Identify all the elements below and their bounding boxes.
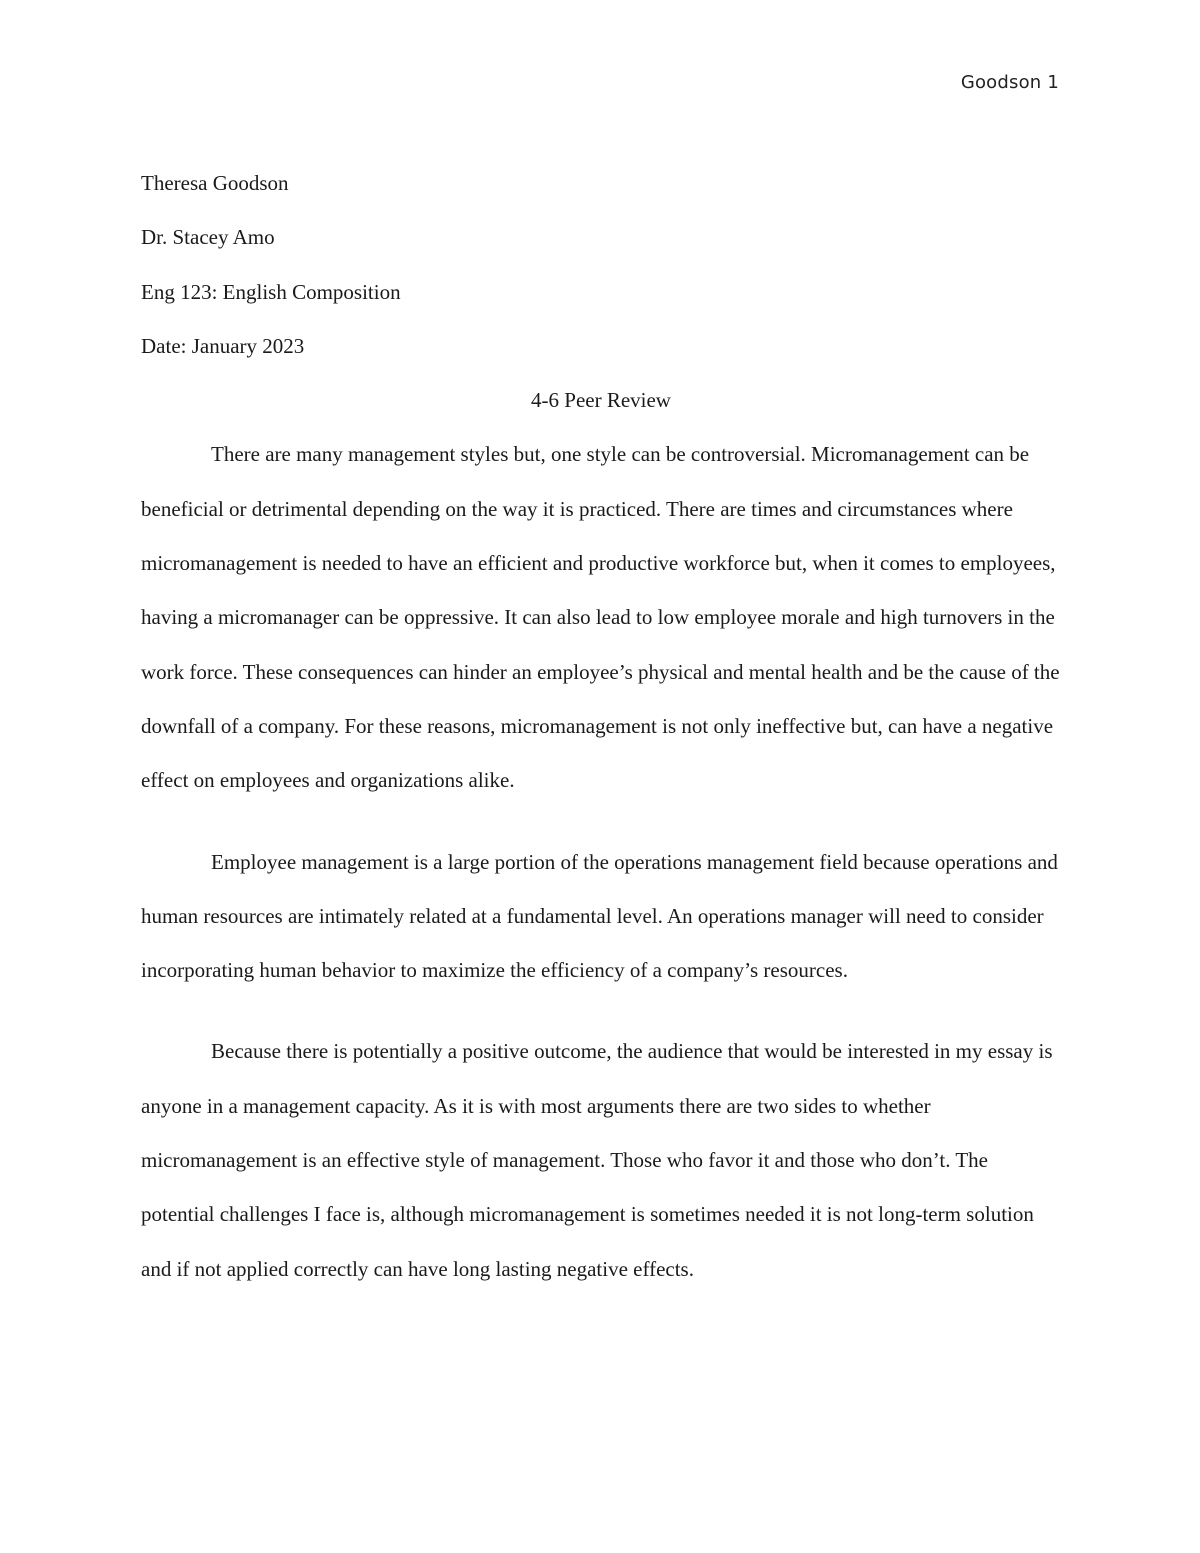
essay-body: [141, 156, 1061, 1296]
instructor-name: Dr. Stacey Amo: [141, 225, 275, 250]
running-head: Goodson 1: [960, 72, 1059, 93]
paragraph-spacer: [141, 997, 1061, 1024]
paragraph-intro: There are many management styles but, one style can be controversial. Micromanagement can be beneficial or detrimental depending on the way it is practiced. There are times and circumstances where micromanagement is needed to have an efficient and productive workforce but, when it comes to employees, having a micromanager can be oppressive. It can also lead to low employee morale and high turnovers in the work force. These consequences can hinder an employee’s physical and mental health and be the cause of the downfall of a company. For these reasons, micromanagement is not only ineffective but, can have a negative effect on employees and organizations alike.: [141, 442, 1060, 793]
paragraph-employee-management: Employee management is a large portion of the operations management field because operations and human resources are intimately related at a fundamental level. An operations manager will need to consider incorporating human behavior to maximize the efficiency of a company’s resources.: [141, 849, 1058, 983]
student-name: Theresa Goodson: [141, 171, 289, 195]
essay-title: 4-6 Peer Review: [531, 388, 671, 413]
course-name: Eng 123: English Composition: [141, 279, 401, 304]
essay-date: Date: January 2023: [141, 333, 305, 358]
paragraph-audience: Because there is potentially a positive outcome, the audience that would be interested in my essay is anyone in a management capacity. As it is with most arguments there are two sides to whether micromanagement is an effective style of management. Those who favor it and those who don’t. The potential challenges I face is, although micromanagement is sometimes needed it is not long-term solution and if not applied correctly can have long lasting negative effects.: [141, 1039, 1053, 1281]
paragraph-spacer: [141, 808, 1061, 835]
